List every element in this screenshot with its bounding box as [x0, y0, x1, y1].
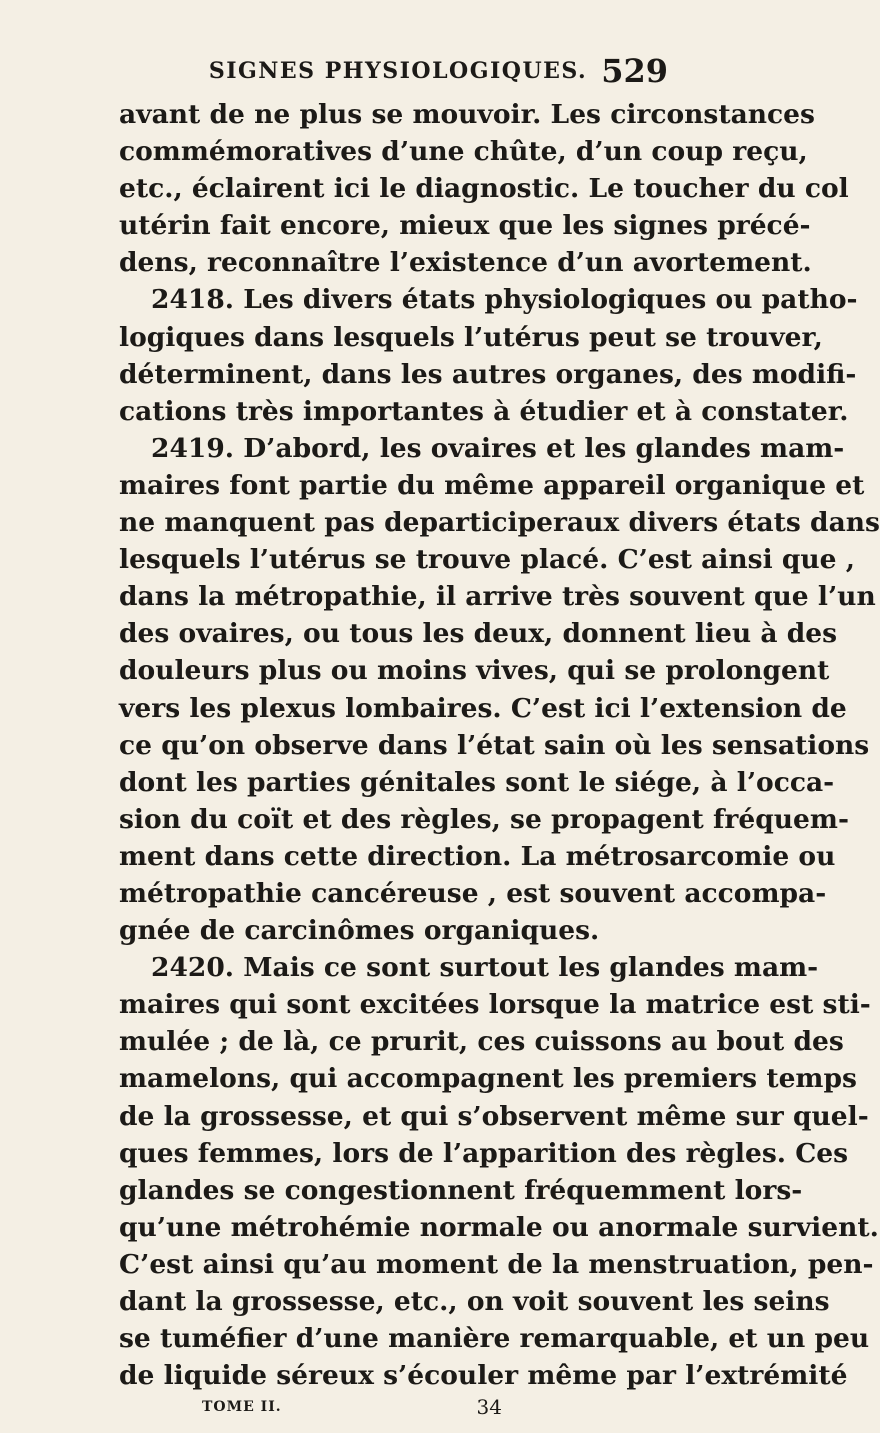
page-footer: [202, 1395, 622, 1423]
text-line: douleurs plus ou moins vives, qui se prolongent: [119, 655, 830, 687]
page-header: [128, 52, 668, 92]
text-line: lesquels l’utérus se trouve placé. C’est ainsi que ,: [119, 544, 855, 576]
text-line: se tuméfier d’une manière remarquable, et un peu: [119, 1323, 870, 1355]
text-line: ce qu’on observe dans l’état sain où les sensations: [119, 729, 870, 761]
body-text: [119, 96, 880, 1394]
text-line: 2419. D’abord, les ovaires et les glandes mam-: [151, 432, 845, 464]
text-line: avant de ne plus se mouvoir. Les circonstances: [119, 99, 815, 130]
text-line: dans la métropathie, il arrive très souvent que l’un: [119, 581, 876, 613]
sheet-number: 34: [476, 1395, 502, 1419]
text-line: métropathie cancéreuse , est souvent accompa-: [119, 877, 827, 909]
text-line: maires font partie du même appareil organique et: [119, 469, 865, 501]
text-line: glandes se congestionnent fréquemment lors-: [119, 1174, 803, 1206]
text-line: C’est ainsi qu’au moment de la menstruation, pen-: [119, 1248, 874, 1280]
text-line: ques femmes, lors de l’apparition des règles. Ces: [119, 1137, 849, 1169]
text-line: maires qui sont excitées lorsque la matrice est sti-: [119, 989, 871, 1021]
text-line: cations très importantes à étudier et à constater.: [119, 395, 849, 427]
text-line: de la grossesse, et qui s’observent même sur quel-: [119, 1100, 869, 1132]
text-line: mamelons, qui accompagnent les premiers temps: [119, 1063, 857, 1095]
text-line: ne manquent pas departiciperaux divers états dans: [119, 507, 880, 539]
text-line: de liquide séreux s’écouler même par l’extrémité: [119, 1360, 848, 1392]
text-line: des ovaires, ou tous les deux, donnent lieu à des: [119, 618, 838, 650]
volume-signature: TOME II.: [202, 1399, 282, 1415]
text-line: etc., éclairent ici le diagnostic. Le toucher du col: [119, 173, 849, 205]
text-line: sion du coït et des règles, se propagent fréquem-: [119, 803, 849, 835]
text-line: dant la grossesse, etc., on voit souvent les seins: [119, 1286, 830, 1317]
text-line: dont les parties génitales sont le siége, à l’occa-: [119, 766, 835, 798]
running-head: SIGNES PHYSIOLOGIQUES.: [208, 58, 588, 84]
text-line: commémoratives d’une chûte, d’un coup reçu,: [119, 136, 808, 168]
text-line: ment dans cette direction. La métrosarcomie ou: [119, 840, 836, 872]
text-line: vers les plexus lombaires. C’est ici l’extension de: [119, 692, 847, 724]
text-line: utérin fait encore, mieux que les signes précé-: [119, 210, 811, 242]
text-line: 2420. Mais ce sont surtout les glandes mam-: [151, 952, 819, 984]
text-line: déterminent, dans les autres organes, des modifi-: [119, 358, 857, 390]
text-line: dens, reconnaître l’existence d’un avortement.: [119, 247, 812, 279]
text-line: logiques dans lesquels l’utérus peut se trouver,: [119, 321, 823, 353]
text-line: mulée ; de là, ce prurit, ces cuissons au bout des: [119, 1026, 844, 1058]
page-number: 529: [601, 52, 668, 90]
text-line: gnée de carcinômes organiques.: [119, 915, 600, 947]
text-line: qu’une métrohémie normale ou anormale survient.: [119, 1211, 879, 1243]
text-line: 2418. Les divers états physiologiques ou patho-: [151, 284, 858, 316]
